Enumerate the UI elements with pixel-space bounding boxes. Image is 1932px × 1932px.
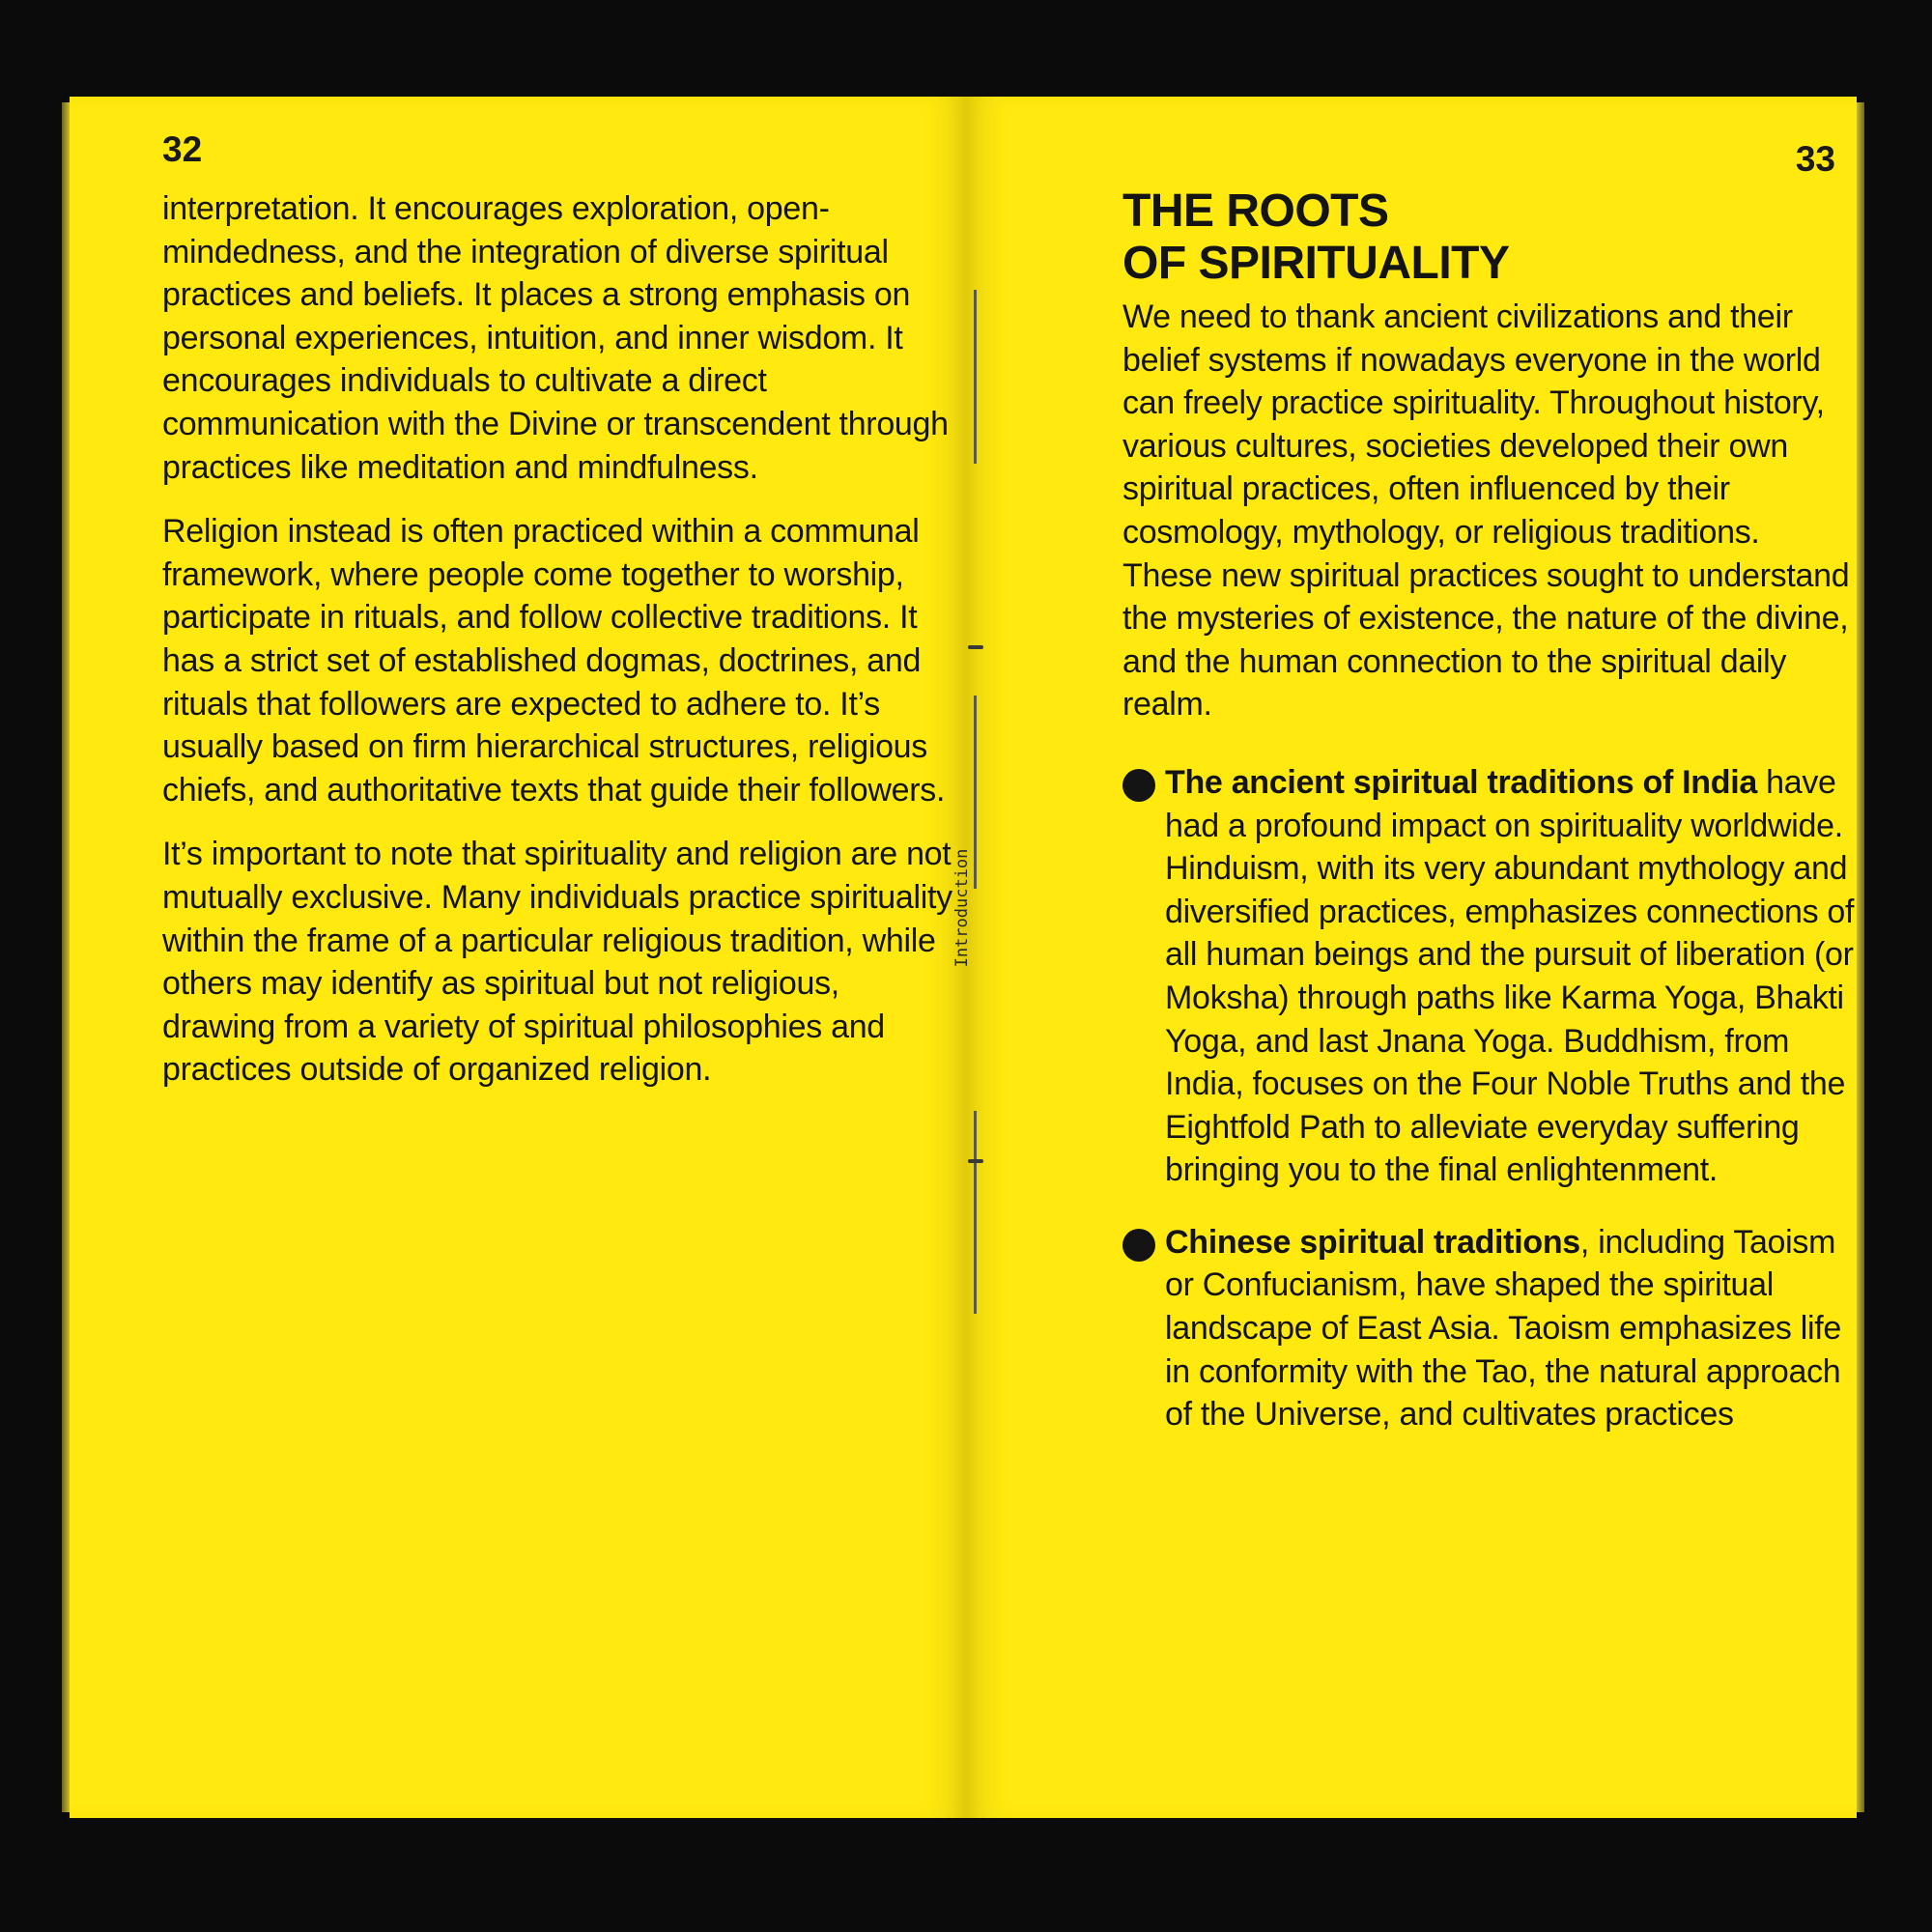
- left-page-body: [162, 187, 954, 1113]
- bullet-item-india: [1122, 761, 1857, 1192]
- binding-hole-mark: [968, 1159, 983, 1163]
- left-paragraph-2: Religion instead is often practiced within a communal framework, where people come together to worship, participate in rituals, and follow collective traditions. It has a strict set of established dogmas, doctrines, and rituals that followers are expected to adhere to. It’s usually based on firm hierarchical structures, religious chiefs, and authoritative texts that guide their followers.: [162, 513, 946, 809]
- open-booklet: [70, 97, 1857, 1818]
- page-number-right: 33: [1795, 139, 1835, 179]
- right-page: [952, 97, 1857, 1818]
- left-paragraph-1: interpretation. It encourages exploration, open-mindedness, and the integration of diverse spiritual practices and beliefs. It places a strong emphasis on personal experiences, intuition, and inner wisdom. It encourages individuals to cultivate a direct communication with the Divine or transcendent through practices like meditation and mindfulness.: [162, 190, 949, 486]
- bullet-dot-icon: [1122, 1229, 1155, 1262]
- page-number-left: 32: [162, 129, 203, 169]
- left-page-edge: [62, 102, 70, 1812]
- section-title-line-1: THE ROOTS: [1122, 185, 1389, 237]
- intro-paragraph: We need to thank ancient civilizations and their belief systems if nowadays everyone in the world can freely practice spirituality. Throughout history, various cultures, societies developed their own spiritual practices, often influenced by their cosmology, mythology, or religious traditions. These new spiritual practices sought to understand the mysteries of existence, the nature of the divine, and the human connection to the spiritual daily realm.: [1122, 298, 1850, 724]
- right-page-body: [1122, 185, 1857, 1465]
- bullet-india-text: have had a profound impact on spirituality worldwide. Hinduism, with its very abundant mythology and diversified practices, emphasizes connections of all human beings and the pursuit of liberation (or Moksha) through paths like Karma Yoga, Bhakti Yoga, and last Jnana Yoga. Buddhism, from India, focuses on the Four Noble Truths and the Eightfold Path to alleviate everyday suffering bringing you to the final enlightenment.: [1165, 763, 1855, 1189]
- section-title: [1122, 185, 1857, 290]
- right-page-edge: [1857, 102, 1864, 1812]
- section-title-line-2: OF SPIRITUALITY: [1122, 238, 1510, 289]
- left-page: [70, 97, 966, 1818]
- binding-stitch: [974, 290, 977, 464]
- bullet-china-heading: Chinese spiritual traditions: [1165, 1223, 1580, 1261]
- bullet-item-china: [1122, 1221, 1857, 1436]
- bullet-china-text: , including Taoism or Confucianism, have shaped the spiritual landscape of East Asia. Taoism emphasizes life in conformity with the Tao, the natural approach of the Universe, and cultivates practices: [1165, 1223, 1841, 1434]
- binding-hole-mark: [968, 645, 983, 649]
- binding-stitch: [974, 1111, 977, 1314]
- binding-stitch: [974, 696, 977, 889]
- bullet-india-heading: The ancient spiritual traditions of India: [1165, 763, 1757, 801]
- section-spine-label: Introduction: [952, 848, 972, 968]
- bullet-dot-icon: [1122, 769, 1155, 802]
- left-paragraph-3: It’s important to note that spirituality and religion are not mutually exclusive. Many individuals practice spirituality within the frame of a particular religious tradition, while others may identify as spiritual but not religious, drawing from a variety of spiritual philosophies and practices outside of organized religion.: [162, 836, 952, 1089]
